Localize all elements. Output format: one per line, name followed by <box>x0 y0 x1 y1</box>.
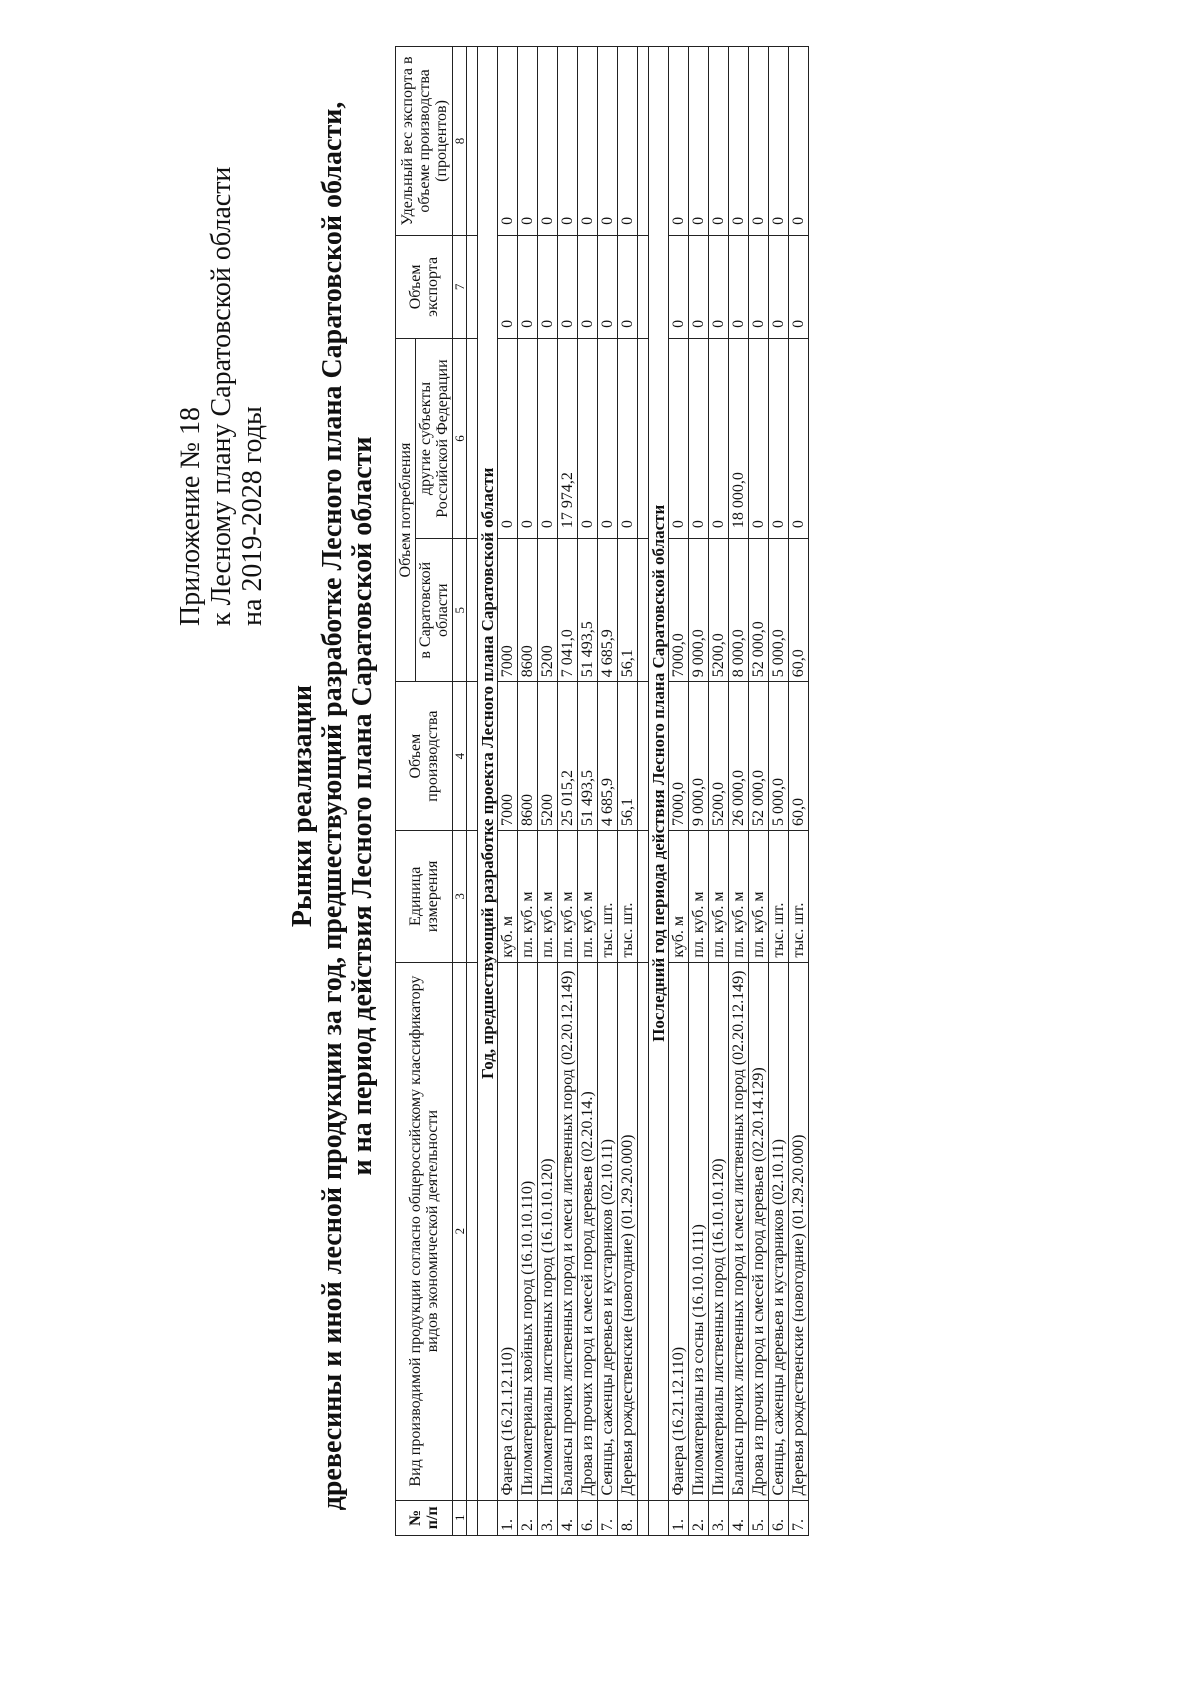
export-share: 0 <box>749 47 769 236</box>
product-kind: Деревья рождественские (новогодние) (01.29.20.000) <box>789 962 809 1500</box>
product-kind: Балансы прочих лиственных пород и смеси лиственных пород (02.20.12.149) <box>729 962 749 1500</box>
export-share: 0 <box>729 47 749 236</box>
row-number: 1. <box>498 1500 518 1535</box>
consumption-region: 5 000,0 <box>769 539 789 682</box>
title-line-1: Рынки реализации <box>287 684 318 928</box>
unit: пл. куб. м <box>578 831 598 963</box>
section-title: Год, предшествующий разработке проекта Лесного плана Саратовской области <box>478 47 498 1501</box>
row-number: 1. <box>669 1500 689 1535</box>
consumption-region: 52 000,0 <box>749 539 769 682</box>
export-volume: 0 <box>669 235 689 338</box>
table-row <box>518 47 538 1536</box>
spacer-cell <box>467 539 478 682</box>
colnum: 6 <box>453 338 467 538</box>
markets-table-container <box>395 46 809 1536</box>
export-share: 0 <box>598 47 618 236</box>
export-share: 0 <box>518 47 538 236</box>
section-title-row <box>649 47 669 1536</box>
table-row <box>558 47 578 1536</box>
spacer-cell <box>638 235 649 338</box>
export-volume: 0 <box>789 235 809 338</box>
unit: пл. куб. м <box>749 831 769 963</box>
spacer-cell <box>467 831 478 963</box>
export-volume: 0 <box>689 235 709 338</box>
production-volume: 26 000,0 <box>729 682 749 831</box>
export-volume: 0 <box>709 235 729 338</box>
unit: пл. куб. м <box>709 831 729 963</box>
production-volume: 7000,0 <box>669 682 689 831</box>
export-volume: 0 <box>558 235 578 338</box>
section-title-blank <box>649 1500 669 1535</box>
unit: тыс. шт. <box>598 831 618 963</box>
consumption-region: 60,0 <box>789 539 809 682</box>
table-row <box>538 47 558 1536</box>
title-line-2: древесины и иной лесной продукции за год, предшествующий разработке Лесного плана Саратовской области, <box>317 101 348 1511</box>
export-share: 0 <box>578 47 598 236</box>
row-number: 6. <box>769 1500 789 1535</box>
unit: куб. м <box>498 831 518 963</box>
export-volume: 0 <box>518 235 538 338</box>
consumption-other: 0 <box>598 338 618 538</box>
export-share: 0 <box>709 47 729 236</box>
export-share: 0 <box>689 47 709 236</box>
product-kind: Сеянцы, саженцы деревьев и кустарников (02.10.11) <box>598 962 618 1500</box>
production-volume: 9 000,0 <box>689 682 709 831</box>
appendix-line-2: к Лесному плану Саратовской области <box>206 166 237 626</box>
product-kind: Сеянцы, саженцы деревьев и кустарников (02.10.11) <box>769 962 789 1500</box>
production-volume: 4 685,9 <box>598 682 618 831</box>
table-row <box>578 47 598 1536</box>
spacer-cell <box>638 831 649 963</box>
colnum: 1 <box>453 1500 467 1535</box>
production-volume: 25 015,2 <box>558 682 578 831</box>
consumption-other: 0 <box>789 338 809 538</box>
row-number: 3. <box>709 1500 729 1535</box>
row-number: 5. <box>749 1500 769 1535</box>
column-numbers-row <box>453 47 467 1536</box>
export-volume: 0 <box>769 235 789 338</box>
unit: куб. м <box>669 831 689 963</box>
product-kind: Пиломатериалы хвойных пород (16.10.10.110) <box>518 962 538 1500</box>
consumption-other: 0 <box>578 338 598 538</box>
row-number: 7. <box>789 1500 809 1535</box>
spacer-cell <box>638 539 649 682</box>
row-number: 2. <box>518 1500 538 1535</box>
spacer-cell <box>467 47 478 236</box>
unit: тыс. шт. <box>789 831 809 963</box>
consumption-other: 0 <box>518 338 538 538</box>
colnum: 7 <box>453 235 467 338</box>
unit: пл. куб. м <box>729 831 749 963</box>
production-volume: 56,1 <box>618 682 638 831</box>
table-row <box>618 47 638 1536</box>
product-kind: Фанера (16.21.12.110) <box>669 962 689 1500</box>
export-share: 0 <box>498 47 518 236</box>
consumption-other: 0 <box>538 338 558 538</box>
table-row <box>598 47 618 1536</box>
unit: пл. куб. м <box>518 831 538 963</box>
product-kind: Пиломатериалы лиственных пород (16.10.10.120) <box>709 962 729 1500</box>
section-title-row <box>478 47 498 1536</box>
header-production: Объем производства <box>396 682 453 831</box>
spacer-cell <box>467 235 478 338</box>
product-kind: Дрова из прочих пород и смесей пород деревьев (02.20.14.129) <box>749 962 769 1500</box>
section-spacer-row <box>638 47 649 1536</box>
row-number: 8. <box>618 1500 638 1535</box>
product-kind: Деревья рождественские (новогодние) (01.29.20.000) <box>618 962 638 1500</box>
header-num: № п/п <box>396 1500 453 1535</box>
consumption-region: 7000 <box>498 539 518 682</box>
consumption-region: 5200,0 <box>709 539 729 682</box>
consumption-other: 0 <box>769 338 789 538</box>
export-volume: 0 <box>538 235 558 338</box>
header-consumption: Объем потребления <box>396 338 416 681</box>
header-export: Объем экспорта <box>396 235 453 338</box>
row-number: 3. <box>538 1500 558 1535</box>
export-volume: 0 <box>598 235 618 338</box>
unit: тыс. шт. <box>618 831 638 963</box>
consumption-region: 4 685,9 <box>598 539 618 682</box>
consumption-region: 8 000,0 <box>729 539 749 682</box>
spacer-cell <box>638 47 649 236</box>
consumption-other: 0 <box>689 338 709 538</box>
spacer-cell <box>638 1500 649 1535</box>
product-kind: Дрова из прочих пород и смесей пород деревьев (02.20.14.) <box>578 962 598 1500</box>
spacer-cell <box>467 962 478 1500</box>
row-number: 4. <box>729 1500 749 1535</box>
consumption-region: 7 041,0 <box>558 539 578 682</box>
unit: пл. куб. м <box>558 831 578 963</box>
production-volume: 7000 <box>498 682 518 831</box>
consumption-other: 18 000,0 <box>729 338 749 538</box>
table-body <box>453 47 809 1536</box>
appendix-line-3: на 2019-2028 годы <box>237 406 268 626</box>
colnum: 3 <box>453 831 467 963</box>
spacer-cell <box>467 338 478 538</box>
header-unit: Единица измерения <box>396 831 453 963</box>
product-kind: Пиломатериалы из сосны (16.10.10.111) <box>689 962 709 1500</box>
table-row <box>709 47 729 1536</box>
table-row <box>689 47 709 1536</box>
export-share: 0 <box>538 47 558 236</box>
consumption-region: 51 493,5 <box>578 539 598 682</box>
table-row <box>749 47 769 1536</box>
export-volume: 0 <box>498 235 518 338</box>
header-consumption-other: другие субъекты Российской Федерации <box>416 338 453 538</box>
consumption-region: 8600 <box>518 539 538 682</box>
table-row <box>669 47 689 1536</box>
consumption-region: 5200 <box>538 539 558 682</box>
unit: пл. куб. м <box>538 831 558 963</box>
unit: тыс. шт. <box>769 831 789 963</box>
consumption-region: 56,1 <box>618 539 638 682</box>
production-volume: 5 000,0 <box>769 682 789 831</box>
export-share: 0 <box>769 47 789 236</box>
section-title: Последний год периода действия Лесного плана Саратовской области <box>649 47 669 1501</box>
production-volume: 8600 <box>518 682 538 831</box>
consumption-region: 9 000,0 <box>689 539 709 682</box>
spacer-cell <box>467 1500 478 1535</box>
export-volume: 0 <box>729 235 749 338</box>
section-title-blank <box>478 1500 498 1535</box>
product-kind: Пиломатериалы лиственных пород (16.10.10.120) <box>538 962 558 1500</box>
row-number: 2. <box>689 1500 709 1535</box>
consumption-other: 0 <box>498 338 518 538</box>
header-kind: Вид производимой продукции согласно общероссийскому классификатору видов экономической деятельности <box>396 962 453 1500</box>
consumption-other: 0 <box>618 338 638 538</box>
production-volume: 5200 <box>538 682 558 831</box>
colnum: 4 <box>453 682 467 831</box>
colnum: 2 <box>453 962 467 1500</box>
colnum: 5 <box>453 539 467 682</box>
product-kind: Фанера (16.21.12.110) <box>498 962 518 1500</box>
export-share: 0 <box>669 47 689 236</box>
product-kind: Балансы прочих лиственных пород и смеси лиственных пород (02.20.12.149) <box>558 962 578 1500</box>
consumption-region: 7000,0 <box>669 539 689 682</box>
table-header-row <box>396 47 416 1536</box>
export-share: 0 <box>789 47 809 236</box>
production-volume: 5200,0 <box>709 682 729 831</box>
row-number: 7. <box>598 1500 618 1535</box>
consumption-other: 0 <box>669 338 689 538</box>
export-volume: 0 <box>749 235 769 338</box>
document-title <box>288 96 378 1516</box>
section-spacer-row <box>467 47 478 1536</box>
consumption-other: 17 974,2 <box>558 338 578 538</box>
export-share: 0 <box>618 47 638 236</box>
row-number: 6. <box>578 1500 598 1535</box>
spacer-cell <box>638 682 649 831</box>
appendix-line-1: Приложение № 18 <box>175 407 206 626</box>
consumption-other: 0 <box>749 338 769 538</box>
production-volume: 60,0 <box>789 682 809 831</box>
title-line-3: и на период действия Лесного плана Саратовской области <box>347 436 378 1176</box>
header-export-share: Удельный вес экспорта в объеме производства (процентов) <box>396 47 453 236</box>
spacer-cell <box>638 338 649 538</box>
table-row <box>729 47 749 1536</box>
markets-table <box>395 46 809 1536</box>
appendix-note <box>175 167 268 626</box>
colnum: 8 <box>453 47 467 236</box>
export-share: 0 <box>558 47 578 236</box>
spacer-cell <box>467 682 478 831</box>
export-volume: 0 <box>618 235 638 338</box>
header-consumption-region: в Саратовской области <box>416 539 453 682</box>
consumption-other: 0 <box>709 338 729 538</box>
unit: пл. куб. м <box>689 831 709 963</box>
spacer-cell <box>638 962 649 1500</box>
table-row <box>769 47 789 1536</box>
table-row <box>498 47 518 1536</box>
production-volume: 52 000,0 <box>749 682 769 831</box>
table-row <box>789 47 809 1536</box>
production-volume: 51 493,5 <box>578 682 598 831</box>
row-number: 4. <box>558 1500 578 1535</box>
export-volume: 0 <box>578 235 598 338</box>
